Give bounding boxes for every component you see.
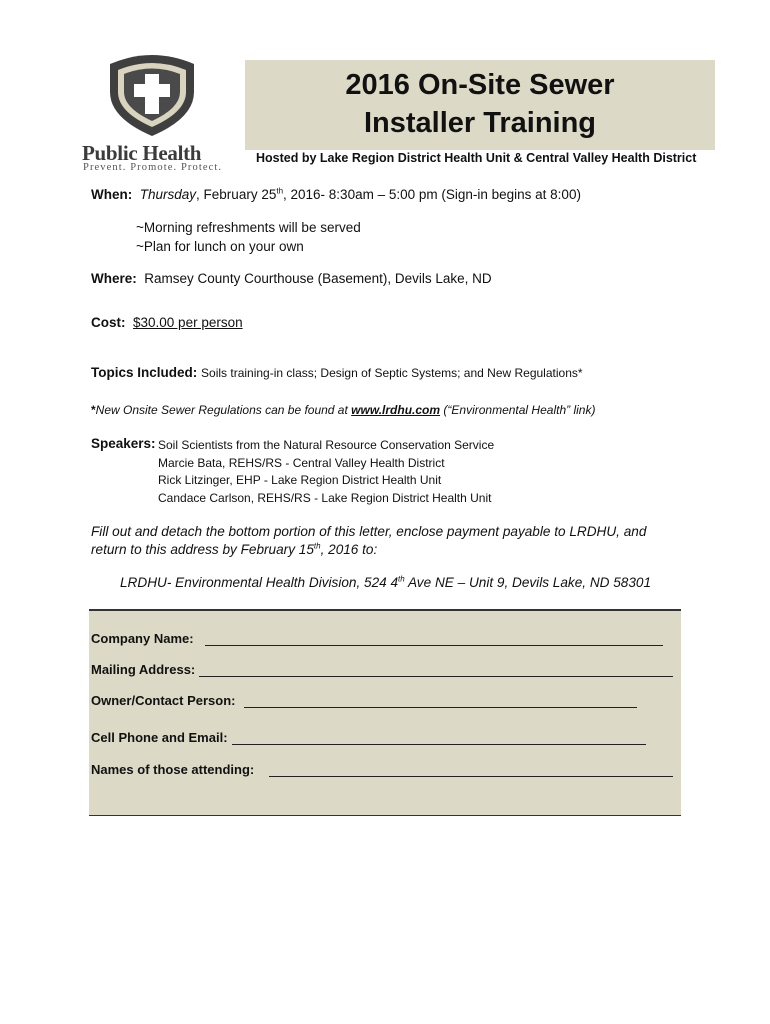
mailing-address-label: Mailing Address:	[91, 662, 196, 677]
cost-value: $30.00 per person	[133, 315, 243, 330]
regulations-after: (“Environmental Health” link)	[440, 403, 596, 417]
owner-contact-label: Owner/Contact Person:	[91, 693, 236, 708]
speaker-item: Marcie Bata, REHS/RS - Central Valley Health District	[158, 455, 445, 470]
refreshments-note: ~Morning refreshments will be served	[136, 220, 361, 235]
where-label: Where:	[91, 271, 137, 286]
where-value: Ramsey County Courthouse (Basement), Devils Lake, ND	[144, 271, 492, 286]
when-label: When:	[91, 187, 133, 202]
instructions-line-2: return to this address by February 15th, 2016 to:	[91, 541, 378, 557]
topics-label: Topics Included:	[91, 365, 198, 380]
cost-line	[91, 315, 243, 330]
public-health-logo	[78, 52, 228, 174]
speaker-item: Candace Carlson, REHS/RS - Lake Region District Health Unit	[158, 490, 492, 505]
cost-label: Cost:	[91, 315, 126, 330]
where-line	[91, 271, 492, 286]
logo-tagline: Prevent. Promote. Protect.	[83, 162, 223, 173]
when-day: Thursday	[139, 187, 197, 202]
speakers-list	[158, 437, 494, 507]
regulations-note	[91, 403, 595, 417]
regulations-star: *	[91, 403, 96, 417]
speaker-item: Rick Litzinger, EHP - Lake Region District Health Unit	[158, 473, 442, 487]
page-title-line-2: Installer Training	[363, 107, 597, 139]
logo-name: Public Health	[82, 141, 202, 165]
company-name-label: Company Name:	[91, 631, 194, 646]
topics-value: Soils training-in class; Design of Septic Systems; and New Regulations*	[201, 366, 583, 380]
cell-phone-email-label: Cell Phone and Email:	[91, 730, 228, 745]
company-name-field[interactable]	[205, 645, 663, 646]
when-date-sup: th	[276, 186, 284, 196]
mailing-address-field[interactable]	[199, 676, 673, 677]
when-date: , February 25	[196, 187, 277, 202]
attendees-label: Names of those attending:	[91, 762, 255, 777]
page-title-line-1: 2016 On-Site Sewer	[345, 69, 615, 101]
shield-cross-icon	[106, 52, 198, 138]
cell-phone-email-field[interactable]	[232, 744, 646, 745]
when-time: , 2016- 8:30am – 5:00 pm (Sign-in begins at 8:00)	[283, 187, 581, 202]
instructions-line-1: Fill out and detach the bottom portion of this letter, enclose payment payable to LRDHU, and	[91, 524, 647, 539]
mailing-address: LRDHU- Environmental Health Division, 524 4th Ave NE – Unit 9, Devils Lake, ND 58301	[120, 574, 652, 590]
hosted-by: Hosted by Lake Region District Health Unit & Central Valley Health District	[256, 151, 697, 165]
regulations-text: New Onsite Sewer Regulations can be found at	[95, 403, 352, 417]
lrdhu-website-link[interactable]: www.lrdhu.com	[351, 403, 441, 417]
attendees-field[interactable]	[269, 776, 673, 777]
title-banner	[245, 60, 715, 150]
topics-line	[91, 365, 583, 380]
when-line	[91, 187, 581, 202]
speaker-item: Soil Scientists from the Natural Resource Conservation Service	[158, 438, 495, 452]
registration-form	[89, 609, 681, 816]
speakers-label: Speakers:	[91, 436, 156, 451]
lunch-note: ~Plan for lunch on your own	[136, 239, 304, 254]
owner-contact-field[interactable]	[244, 707, 637, 708]
